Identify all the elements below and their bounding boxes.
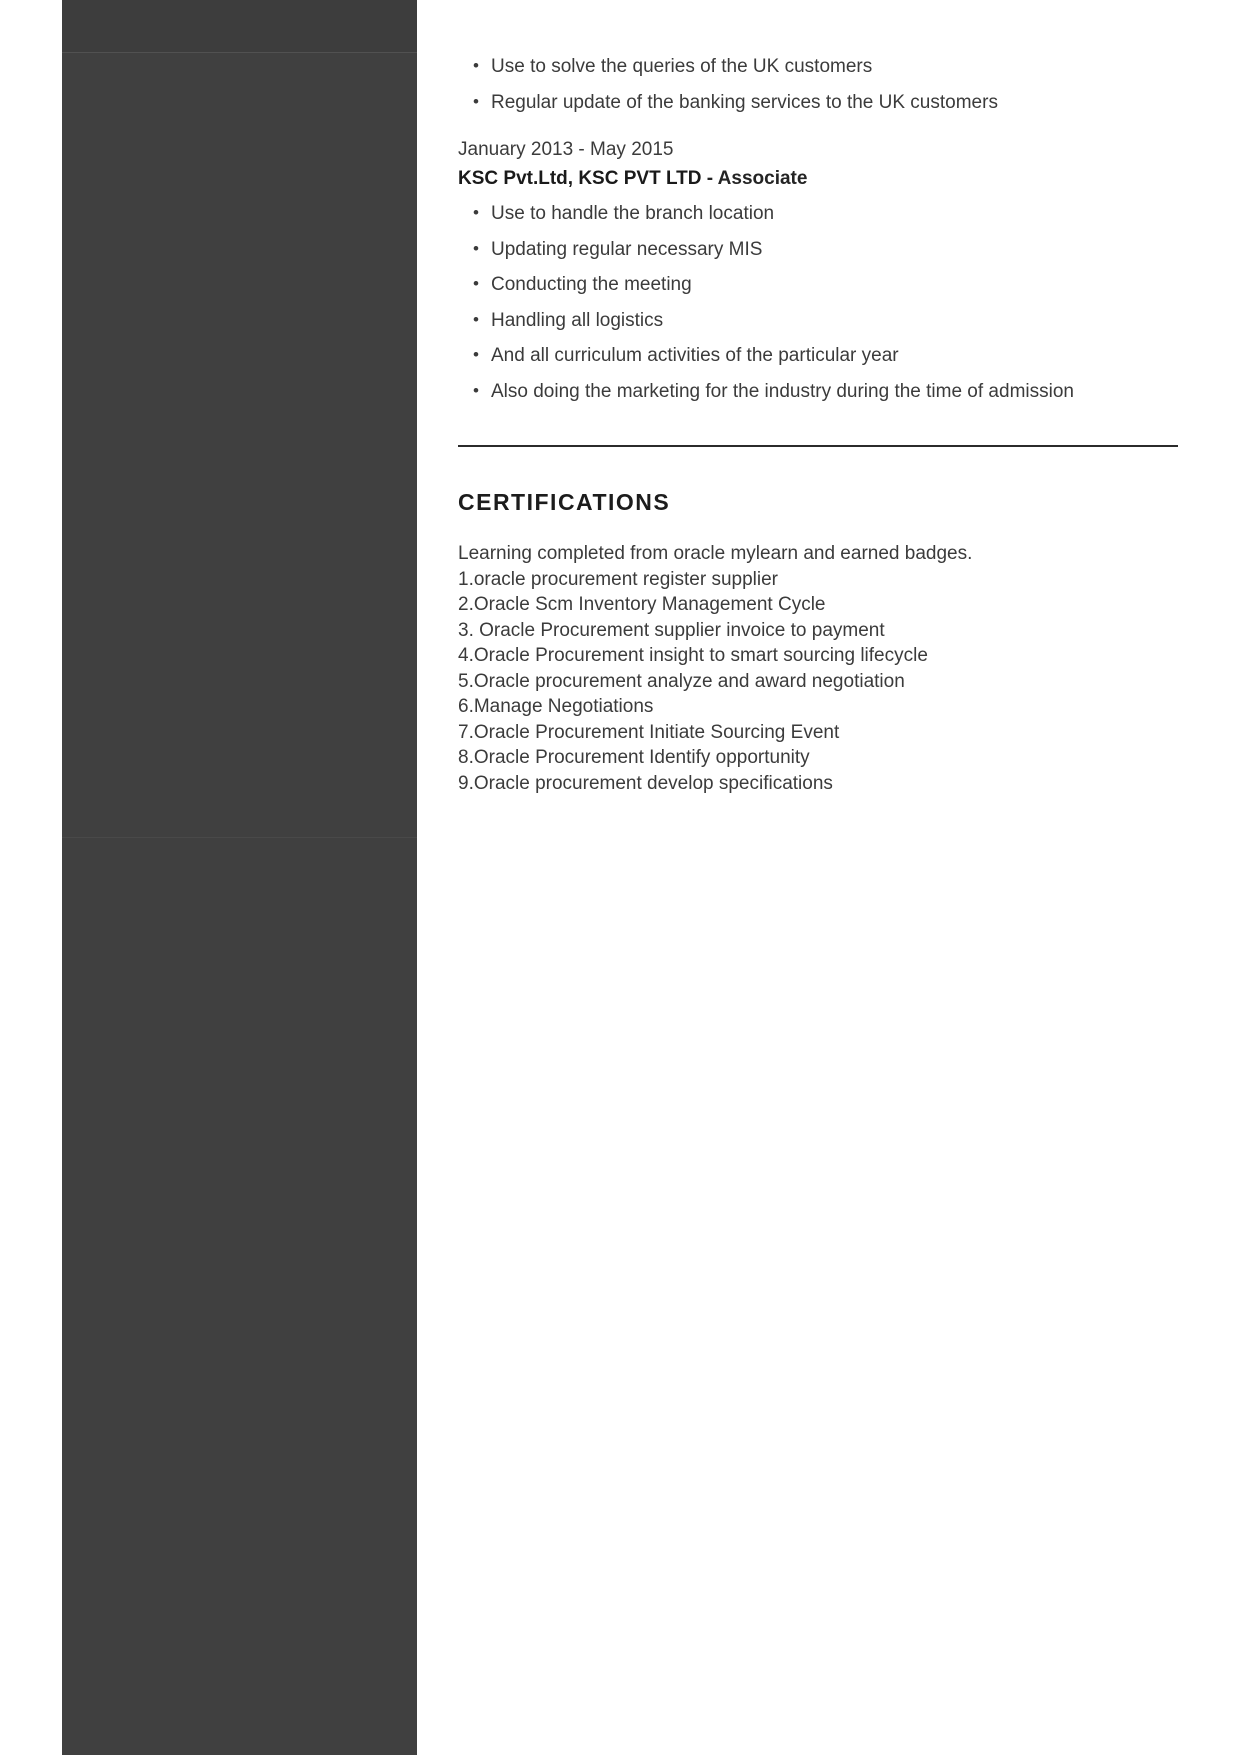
sidebar-seam-middle (62, 837, 417, 838)
bullet-icon: • (473, 203, 479, 222)
bullet-list-item (458, 203, 1074, 225)
certifications-list (458, 541, 1178, 796)
certification-line: Learning completed from oracle mylearn and earned badges. (458, 543, 973, 564)
bullet-text: Regular update of the banking services to the UK customers (491, 91, 998, 113)
job-date-range: January 2013 - May 2015 (458, 139, 674, 160)
bullet-text: Use to handle the branch location (491, 203, 775, 224)
sidebar-seam-top (62, 52, 417, 53)
bullet-text: And all curriculum activities of the particular year (491, 345, 899, 366)
bullet-icon: • (473, 309, 479, 329)
section-divider (458, 445, 1178, 447)
bullet-icon: • (473, 345, 479, 364)
company-name: KSC Pvt.Ltd, KSC PVT LTD (458, 168, 702, 189)
bullet-list-item (458, 56, 998, 78)
bullet-icon: • (473, 380, 479, 400)
certification-line: 1.oracle procurement register supplier (458, 568, 778, 590)
certification-line: 2.Oracle Scm Inventory Management Cycle (458, 594, 826, 615)
bullet-text: Also doing the marketing for the industry during the time of admission (491, 380, 1074, 402)
bullet-list-item (458, 310, 1074, 332)
bullet-list-item (458, 381, 1074, 403)
bullet-icon: • (473, 91, 479, 111)
bullet-list-item (458, 239, 1074, 261)
bullet-text: Conducting the meeting (491, 274, 692, 295)
bullet-list-item (458, 92, 998, 114)
bullet-list-item (458, 345, 1074, 367)
job-role: - Associate (701, 168, 808, 189)
bullet-text: Handling all logistics (491, 309, 664, 331)
certification-line: 4.Oracle Procurement insight to smart sourcing lifecycle (458, 645, 928, 666)
sidebar-panel (62, 0, 417, 1755)
bullet-text: Updating regular necessary MIS (491, 238, 763, 260)
previous-role-bullet-list (458, 56, 998, 127)
bullet-icon: • (473, 238, 479, 258)
job-title-line (458, 168, 807, 190)
certification-line: 7.Oracle Procurement Initiate Sourcing Event (458, 721, 840, 743)
sidebar-top-block (62, 0, 417, 52)
bullet-icon: • (473, 56, 479, 75)
certification-line: 3. Oracle Procurement supplier invoice to payment (458, 619, 885, 641)
bullet-list-item (458, 274, 1074, 296)
job-bullet-list (458, 203, 1074, 416)
resume-content-column (458, 0, 1178, 1755)
certification-line: 9.Oracle procurement develop specifications (458, 772, 833, 794)
bullet-text: Use to solve the queries of the UK customers (491, 56, 873, 77)
certification-line: 8.Oracle Procurement Identify opportunity (458, 747, 810, 768)
bullet-icon: • (473, 274, 479, 293)
certification-line: 6.Manage Negotiations (458, 696, 654, 717)
certifications-heading: CERTIFICATIONS (458, 489, 671, 515)
certification-line: 5.Oracle procurement analyze and award negotiation (458, 670, 905, 692)
